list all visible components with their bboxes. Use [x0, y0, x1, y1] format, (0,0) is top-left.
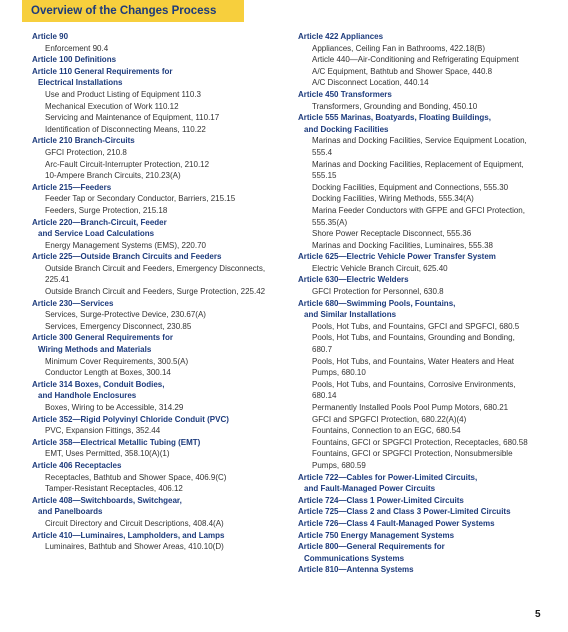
- topic-entry: Outside Branch Circuit and Feeders, Emergency Disconnects, 225.41: [45, 263, 266, 285]
- topic-entry: Pools, Hot Tubs, and Fountains, Water Heaters and Heat Pumps, 680.10: [312, 356, 515, 378]
- topic-entry: Pools, Hot Tubs, and Fountains, Grounding and Bonding, 680.7: [312, 333, 515, 355]
- article-heading: Article 220—Branch-Circuit, Feeder and Service Load Calculations: [32, 217, 167, 239]
- article-heading: Article 406 Receptacles: [32, 460, 122, 470]
- topic-entry: Fountains, GFCI or SPGFCI Protection, Receptacles, 680.58: [312, 437, 528, 447]
- topic-entry: GFCI Protection for Personnel, 630.8: [312, 287, 444, 297]
- topic-entry: Mechanical Execution of Work 110.12: [45, 101, 179, 111]
- topic-entry: Use and Product Listing of Equipment 110.3: [45, 89, 201, 99]
- article-heading: Article 358—Electrical Metallic Tubing (EMT): [32, 437, 201, 447]
- topic-entry: Servicing and Maintenance of Equipment, 110.17: [45, 113, 220, 123]
- topic-entry: Enforcement 90.4: [45, 43, 109, 53]
- article-heading: Article 90: [32, 32, 69, 41]
- topic-entry: Conductor Length at Boxes, 300.14: [45, 368, 171, 378]
- topic-entry: Outside Branch Circuit and Feeders, Surge Protection, 225.42: [45, 287, 266, 297]
- topic-entry: Marina Feeder Conductors with GFPE and GFCI Protection, 555.35(A): [312, 205, 525, 227]
- topic-entry: Fountains, GFCI or SPGFCI Protection, Nonsubmersible Pumps, 680.59: [312, 449, 513, 470]
- article-heading: Article 225—Outside Branch Circuits and Feeders: [32, 252, 222, 262]
- left-column-toc: [32, 31, 282, 553]
- article-heading: Article 722—Cables for Power-Limited Circuits, and Fault-Managed Power Circuits: [298, 472, 478, 494]
- topic-entry: Arc-Fault Circuit-Interrupter Protection, 210.12: [45, 159, 210, 169]
- article-heading: Article 422 Appliances: [298, 32, 384, 41]
- page-number: 5: [535, 609, 541, 620]
- topic-entry: Permanently Installed Pools Pool Pump Motors, 680.21: [312, 403, 509, 412]
- topic-entry: Article 440—Air-Conditioning and Refrigerating Equipment: [312, 55, 519, 65]
- topic-entry: Marinas and Docking Facilities, Luminaires, 555.38: [312, 240, 493, 250]
- article-heading: Article 750 Energy Management Systems: [298, 530, 455, 540]
- article-heading: Article 724—Class 1 Power-Limited Circuits: [298, 495, 464, 505]
- topic-entry: A/C Equipment, Bathtub and Shower Space, 440.8: [312, 66, 493, 76]
- article-heading: Article 314 Boxes, Conduit Bodies, and Handhole Enclosures: [32, 379, 165, 401]
- article-heading: Article 215—Feeders: [32, 182, 112, 192]
- article-heading: Article 230—Services: [32, 298, 114, 308]
- topic-entry: Luminaires, Bathtub and Shower Areas, 410.10(D): [45, 542, 224, 552]
- topic-entry: Tamper-Resistant Receptacles, 406.12: [45, 484, 183, 494]
- topic-entry: GFCI and SPGFCI Protection, 680.22(A)(4): [312, 414, 467, 424]
- article-heading: Article 630—Electric Welders: [298, 275, 409, 285]
- topic-entry: Docking Facilities, Wiring Methods, 555.34(A): [312, 194, 474, 204]
- section-title-banner: [22, 0, 244, 22]
- section-title: Overview of the Changes Process: [31, 5, 217, 17]
- article-heading: Article 725—Class 2 and Class 3 Power-Limited Circuits: [298, 507, 511, 517]
- topic-entry: 10-Ampere Branch Circuits, 210.23(A): [45, 171, 181, 181]
- article-heading: Article 625—Electric Vehicle Power Transfer System: [298, 252, 496, 262]
- article-heading: Article 800—General Requirements for Communications Systems: [298, 542, 445, 563]
- article-heading: Article 110 General Requirements for Electrical Installations: [32, 66, 173, 88]
- article-heading: Article 726—Class 4 Fault-Managed Power Systems: [298, 518, 495, 528]
- article-heading: Article 352—Rigid Polyvinyl Chloride Conduit (PVC): [32, 414, 229, 424]
- topic-entry: Boxes, Wiring to be Accessible, 314.29: [45, 403, 184, 412]
- right-column-toc: [298, 31, 543, 576]
- topic-entry: GFCI Protection, 210.8: [45, 147, 127, 157]
- article-heading: Article 555 Marinas, Boatyards, Floating Buildings, and Docking Facilities: [298, 113, 491, 134]
- article-heading: Article 100 Definitions: [32, 55, 117, 65]
- topic-entry: Energy Management Systems (EMS), 220.70: [45, 240, 206, 250]
- topic-entry: Circuit Directory and Circuit Descriptions, 408.4(A): [45, 518, 224, 528]
- topic-entry: Shore Power Receptacle Disconnect, 555.36: [312, 229, 472, 239]
- article-heading: Article 210 Branch-Circuits: [32, 136, 135, 146]
- topic-entry: Minimum Cover Requirements, 300.5(A): [45, 356, 189, 366]
- topic-entry: A/C Disconnect Location, 440.14: [312, 78, 429, 88]
- topic-entry: Pools, Hot Tubs, and Fountains, Corrosive Environments, 680.14: [312, 379, 516, 401]
- article-heading: Article 680—Swimming Pools, Fountains, and Similar Installations: [298, 298, 456, 320]
- topic-entry: Feeders, Surge Protection, 215.18: [45, 205, 168, 215]
- topic-entry: Appliances, Ceiling Fan in Bathrooms, 422.18(B): [312, 43, 485, 53]
- topic-entry: Services, Surge-Protective Device, 230.67(A): [45, 310, 206, 320]
- article-heading: Article 450 Transformers: [298, 89, 392, 99]
- article-heading: Article 300 General Requirements for Wiring Methods and Materials: [32, 333, 173, 355]
- article-heading: Article 410—Luminaires, Lampholders, and Lamps: [32, 530, 225, 540]
- topic-entry: Fountains, Connection to an EGC, 680.54: [312, 426, 461, 436]
- topic-entry: Pools, Hot Tubs, and Fountains, GFCI and SPGFCI, 680.5: [312, 321, 520, 331]
- topic-entry: Services, Emergency Disconnect, 230.85: [45, 321, 192, 331]
- topic-entry: Feeder Tap or Secondary Conductor, Barriers, 215.15: [45, 194, 236, 204]
- topic-entry: Marinas and Docking Facilities, Service Equipment Location, 555.4: [312, 136, 527, 157]
- topic-entry: Marinas and Docking Facilities, Replacement of Equipment, 555.15: [312, 159, 524, 181]
- topic-entry: Identification of Disconnecting Means, 110.22: [45, 124, 206, 134]
- topic-entry: Docking Facilities, Equipment and Connections, 555.30: [312, 182, 509, 192]
- article-heading: Article 810—Antenna Systems: [298, 565, 414, 575]
- topic-entry: Transformers, Grounding and Bonding, 450.10: [312, 101, 478, 111]
- topic-entry: Electric Vehicle Branch Circuit, 625.40: [312, 263, 448, 273]
- topic-entry: Receptacles, Bathtub and Shower Space, 406.9(C): [45, 472, 227, 482]
- topic-entry: EMT, Uses Permitted, 358.10(A)(1): [45, 449, 170, 459]
- article-heading: Article 408—Switchboards, Switchgear, and Panelboards: [32, 495, 182, 517]
- topic-entry: PVC, Expansion Fittings, 352.44: [45, 426, 161, 436]
